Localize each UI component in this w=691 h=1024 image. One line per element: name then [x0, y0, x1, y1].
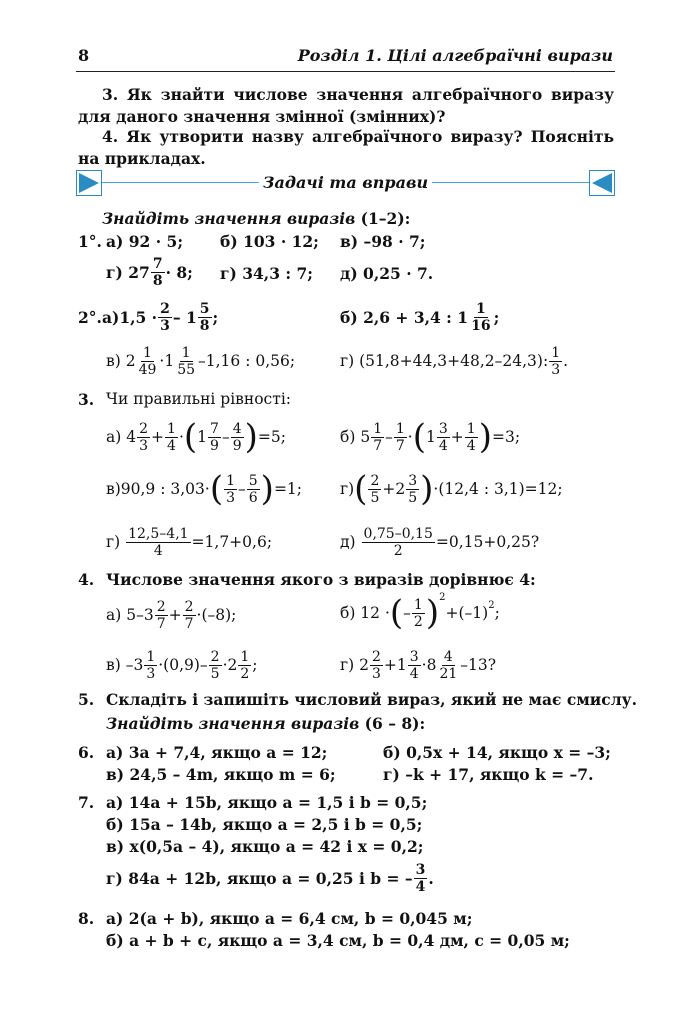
section-title: Задачі та вправи	[76, 173, 615, 192]
ex4-b: б) 12 · ( – $\frac{1}{2}$ ) $^2$ + (–1) $^2$ ;	[340, 592, 500, 633]
ex1-g1: г) 27 $\frac{7}{8}$ · 8;	[106, 255, 193, 289]
ex1-number: 1°.	[78, 232, 102, 251]
ex4-title: Числове значення якого з виразів дорівнює 4:	[106, 570, 536, 589]
instruction-2: Знайдіть значення виразів (6 – 8):	[106, 714, 426, 733]
ex5-number: 5.	[78, 690, 95, 709]
ex7-g: г) 84a + 12b, якщо a = 0,25 і b = – $\frac{3}{4}$ .	[106, 861, 434, 895]
ex6-b: б) 0,5x + 14, якщо x = –3;	[383, 743, 611, 762]
ex3-title: Чи правильні рівності:	[106, 390, 291, 408]
ex3-b: б) 5 $\frac{1}{7}$ – $\frac{1}{7}$ · ( 1 $\frac{3}{4}$ + $\frac{1}{4}$ ) =3;	[340, 417, 521, 457]
ex7-b: б) 15a – 14b, якщо a = 2,5 і b = 0,5;	[106, 815, 423, 834]
arrow-left-icon	[589, 170, 615, 196]
ex1-v: в) –98 · 7;	[340, 232, 426, 251]
ex4-g: г) 2 $\frac{2}{3}$ +1 $\frac{3}{4}$ ·8 $\frac{4}{21}$ –13?	[340, 648, 497, 682]
ex7-v: в) x(0,5a – 4), якщо a = 42 і x = 0,2;	[106, 837, 424, 856]
ex3-number: 3.	[78, 390, 95, 409]
ex3-g: г) ( $\frac{2}{5}$ +2 $\frac{3}{5}$ ) ·(12,4 : 3,1)=12;	[340, 469, 563, 509]
ex7-number: 7.	[78, 793, 95, 812]
ex8-a: а) 2(a + b), якщо a = 6,4 см, b = 0,045 м;	[106, 909, 473, 928]
ex4-number: 4.	[78, 570, 95, 589]
ex1-g2: г) 34,3 : 7;	[220, 264, 313, 283]
ex1-b: б) 103 · 12;	[220, 232, 319, 251]
ex3-d: д) $\frac{0,75-0,15}{2}$ =0,15+0,25?	[340, 525, 540, 559]
ex7-a: а) 14a + 15b, якщо a = 1,5 і b = 0,5;	[106, 793, 428, 812]
ex3-a: а) 4 $\frac{2}{3}$ + $\frac{1}{4}$ · ( 1 $\frac{7}{9}$ – $\frac{4}{9}$ ) =5;	[106, 417, 286, 457]
ex6-number: 6.	[78, 743, 95, 762]
ex6-v: в) 24,5 – 4m, якщо m = 6;	[106, 765, 336, 784]
ex4-a: а) 5–3 $\frac{2}{7}$ + $\frac{2}{7}$ ·(–8);	[106, 598, 237, 632]
ex2-v: в) 2 $\frac{1}{49}$ ·1 $\frac{1}{55}$ –1,16 : 0,56;	[106, 344, 296, 378]
question-4: 4. Як утворити назву алгебраїчного виразу? Поясніть на прикладах.	[78, 127, 614, 168]
question-3: 3. Як знайти числове значення алгебраїчного виразу для даного значення змінної (змінних)?	[78, 85, 614, 126]
ex1-a: а) 92 · 5;	[106, 232, 184, 251]
ex3-v: в) 90,9 : 3,03· ( $\frac{1}{3}$ – $\frac{5}{6}$ ) =1;	[106, 469, 303, 509]
ex5-text: Складіть і запишіть числовий вираз, який не має смислу.	[106, 690, 637, 709]
ex2-a: 2°. а)1,5 · $\frac{2}{3}$ – 1 $\frac{5}{8}$ ;	[78, 300, 219, 334]
ex2-g: г) (51,8+44,3+48,2–24,3): $\frac{1}{3}$ .	[340, 344, 569, 378]
ex8-number: 8.	[78, 909, 95, 928]
ex8-b: б) a + b + c, якщо a = 3,4 см, b = 0,4 дм, c = 0,05 м;	[106, 931, 570, 950]
page-number: 8	[78, 46, 90, 65]
ex2-b: б) 2,6 + 3,4 : 1 $\frac{1}{16}$ ;	[340, 300, 500, 334]
section-band	[76, 170, 615, 196]
ex3-g2: г) $\frac{12,5-4,1}{4}$ =1,7+0,6;	[106, 525, 273, 559]
header-rule	[76, 71, 615, 72]
ex1-d: д) 0,25 · 7.	[340, 264, 434, 283]
running-head: Розділ 1. Цілі алгебраїчні вирази	[297, 46, 613, 65]
instruction-1: Знайдіть значення виразів (1–2):	[102, 209, 411, 228]
ex4-v: в) –3 $\frac{1}{3}$ ·(0,9)– $\frac{2}{5}$ ·2 $\frac{1}{2}$ ;	[106, 648, 258, 682]
ex6-a: а) 3a + 7,4, якщо a = 12;	[106, 743, 328, 762]
ex6-g: г) –k + 17, якщо k = –7.	[383, 765, 594, 784]
